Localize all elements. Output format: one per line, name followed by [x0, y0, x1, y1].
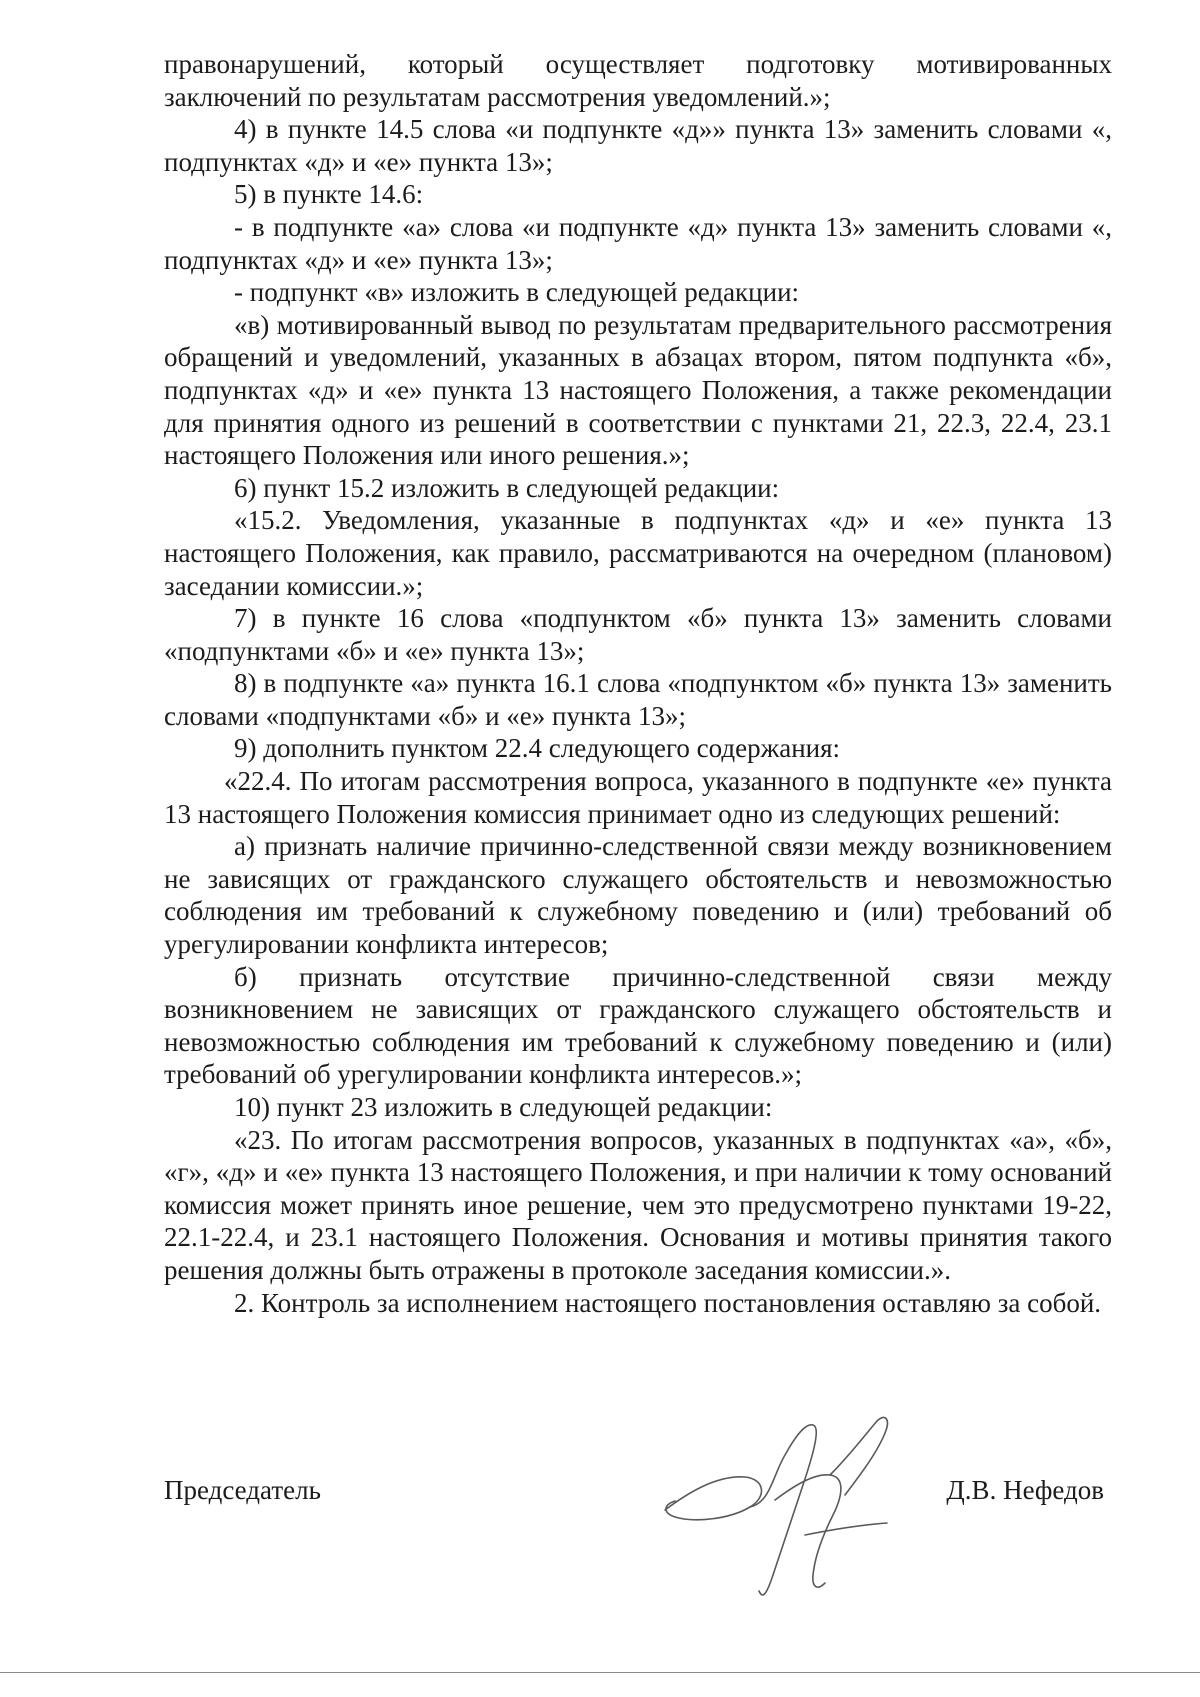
- handwritten-signature: [655, 1415, 935, 1605]
- paragraph-item-5-a: - в подпункте «а» слова «и подпункте «д» пункта 13» заменить словами «, подпунктах «д» и «е» пункта 13»;: [164, 211, 1112, 275]
- paragraph-decision-a: а) признать наличие причинно-следственной связи между возникновением не зависящих от гражданского служащего обстоятельств и невозможностью соблюдения им требований к служебному поведению и (или) требований об урегулировании конфликта интересов;: [164, 831, 1112, 960]
- page-bottom-border: [0, 1672, 1200, 1673]
- paragraph-quote-23: «23. По итогам рассмотрения вопросов, указанных в подпунктах «а», «б», «г», «д» и «е» пункта 13 настоящего Положения, и при наличии к тому оснований комиссия может принять иное решение, чем это предусмотрено пунктами 19-22, 22.1-22.4, и 23.1 настоящего Положения. Основания и мотивы принятия такого решения должны быть отражены в протоколе заседания комиссии.».: [164, 1124, 1112, 1285]
- paragraph-control: 2. Контроль за исполнением настоящего постановления оставляю за собой.: [234, 1287, 1102, 1318]
- paragraph-continuation: правонарушений, который осуществляет подготовку мотивированных заключений по результатам рассмотрения уведомлений.»;: [164, 49, 1112, 112]
- signatory-name: Д.В. Нефедов: [946, 1475, 1104, 1505]
- paragraph-quote-22-4: «22.4. По итогам рассмотрения вопроса, указанного в подпункте «е» пункта 13 настоящего Положения комиссия принимает одно из следующих решений:: [164, 766, 1112, 829]
- paragraph-item-10: 10) пункт 23 изложить в следующей редакции:: [234, 1092, 773, 1122]
- paragraph-quote-v: «в) мотивированный вывод по результатам предварительного рассмотрения обращений и уведомлений, указанных в абзацах втором, пятом подпункта «б», подпунктах «д» и «е» пункта 13 настоящего Положения, а также рекомендации для принятия одного из решений в соответствии с пунктами 21, 22.3, 22.4, 23.1 настоящего Положения или иного решения.»;: [164, 309, 1112, 471]
- paragraph-quote-15-2: «15.2. Уведомления, указанные в подпунктах «д» и «е» пункта 13 настоящего Положения, как правило, рассматриваются на очередном (плановом) заседании комиссии.»;: [164, 505, 1112, 601]
- paragraph-item-6: 6) пункт 15.2 изложить в следующей редакции:: [234, 472, 780, 503]
- signatory-title: Председатель: [164, 1475, 321, 1505]
- paragraph-item-9: 9) дополнить пунктом 22.4 следующего содержания:: [234, 733, 841, 764]
- paragraph-item-5: 5) в пункте 14.6:: [234, 179, 424, 210]
- paragraph-item-4: 4) в пункте 14.5 слова «и подпункте «д»» пункта 13» заменить словами «, подпунктах «д» и «е» пункта 13»;: [164, 114, 1112, 177]
- paragraph-item-8: 8) в подпункте «а» пункта 16.1 слова «подпунктом «б» пункта 13» заменить словами «подпунктами «б» и «е» пункта 13»;: [164, 668, 1112, 731]
- document-body: [164, 48, 1112, 1319]
- paragraph-decision-b: б) признать отсутствие причинно-следственной связи между возникновением не зависящих от гражданского служащего обстоятельств и невозможностью соблюдения им требований к служебному поведению и (или) требований об урегулировании конфликта интересов.»;: [164, 961, 1112, 1090]
- paragraph-item-7: 7) в пункте 16 слова «подпунктом «б» пункта 13» заменить словами «подпунктами «б» и «е» пункта 13»;: [164, 603, 1112, 666]
- paragraph-item-5-v: - подпункт «в» изложить в следующей редакции:: [234, 277, 800, 308]
